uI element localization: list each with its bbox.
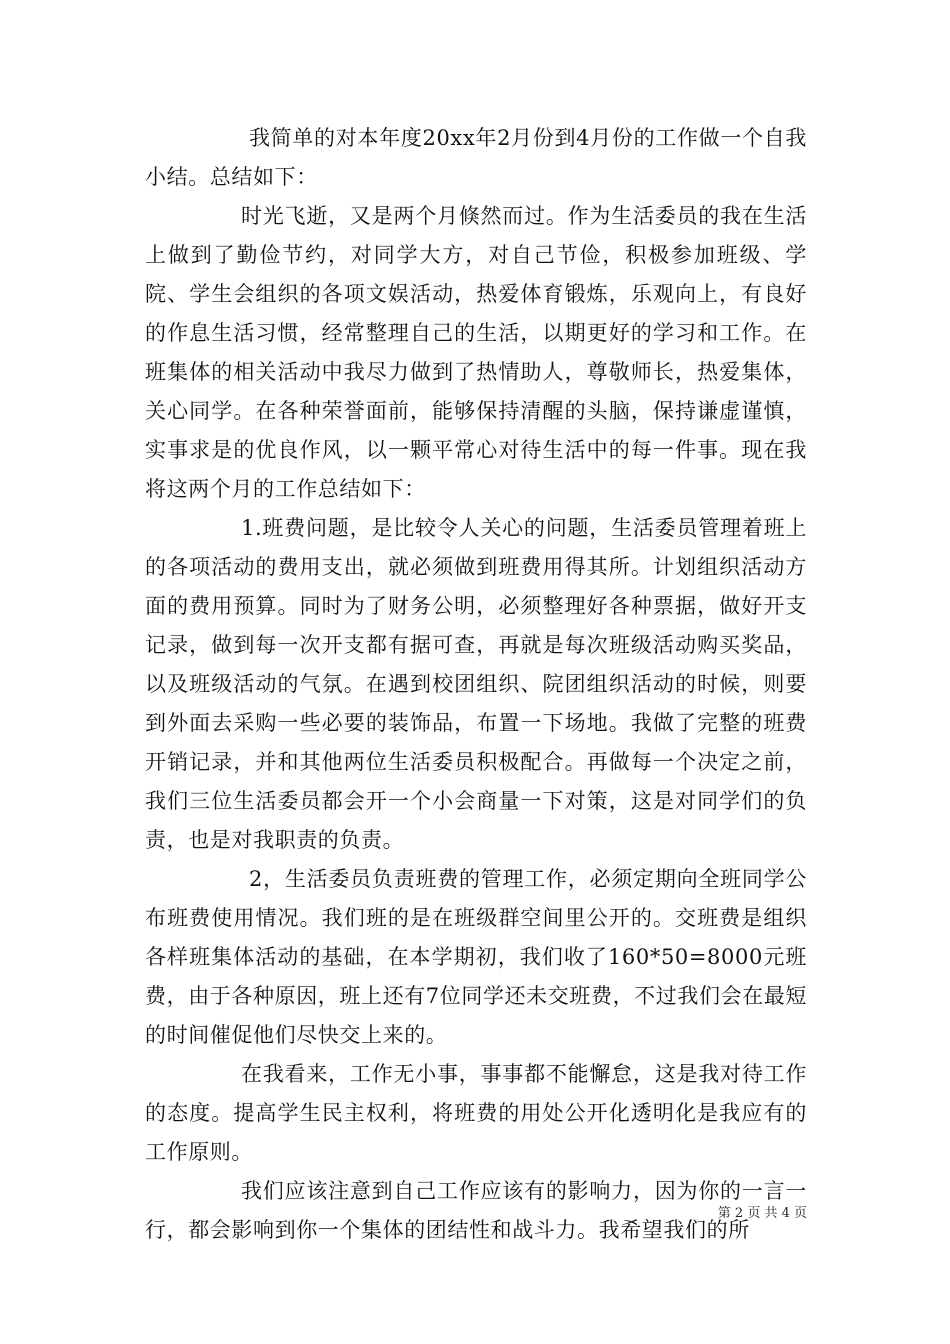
document-body [145,119,807,1250]
paragraph-attitude: 在我看来，工作无小事，事事都不能懈怠，这是我对待工作的态度。提高学生民主权利，将班费的用处公开化透明化是我应有的工作原则。 [145,1062,807,1164]
paragraph-item-2: 2，生活委员负责班费的管理工作，必须定期向全班同学公布班费使用情况。我们班的是在班级群空间里公开的。交班费是组织各样班集体活动的基础，在本学期初，我们收了160*50=8000元班费，由于各种原因，班上还有7位同学还未交班费，不过我们会在最短的时间催促他们尽快交上来的。 [145,867,807,1047]
page-number: 第 2 页 共 4 页 [717,1206,807,1221]
paragraph-overview: 时光飞逝，又是两个月倏然而过。作为生活委员的我在生活上做到了勤俭节约，对同学大方，对自己节俭，积极参加班级、学院、学生会组织的各项文娱活动，热爱体育锻炼，乐观向上，有良好的作息生活习惯，经常整理自己的生活，以期更好的学习和工作。在班集体的相关活动中我尽力做到了热情助人，尊敬师长，热爱集体，关心同学。在各种荣誉面前，能够保持清醒的头脑，保持谦虚谨慎，实事求是的优良作风，以一颗平常心对待生活中的每一件事。现在我将这两个月的工作总结如下： [145,204,807,501]
paragraph-influence: 我们应该注意到自己工作应该有的影响力，因为你的一言一行，都会影响到你一个集体的团结性和战斗力。我希望我们的所 [145,1179,807,1242]
paragraph-intro: 我简单的对本年度20xx年2月份到4月份的工作做一个自我小结。总结如下： [145,126,807,189]
paragraph-item-1: 1.班费问题，是比较令人关心的问题，生活委员管理着班上的各项活动的费用支出，就必须做到班费用得其所。计划组织活动方面的费用预算。同时为了财务公明，必须整理好各种票据，做好开支记录，做到每一次开支都有据可查，再就是每次班级活动购买奖品，以及班级活动的气氛。在遇到校团组织、院团组织活动的时候，则要到外面去采购一些必要的装饰品，布置一下场地。我做了完整的班费开销记录，并和其他两位生活委员积极配合。再做每一个决定之前，我们三位生活委员都会开一个小会商量一下对策，这是对同学们的负责，也是对我职责的负责。 [145,516,807,852]
